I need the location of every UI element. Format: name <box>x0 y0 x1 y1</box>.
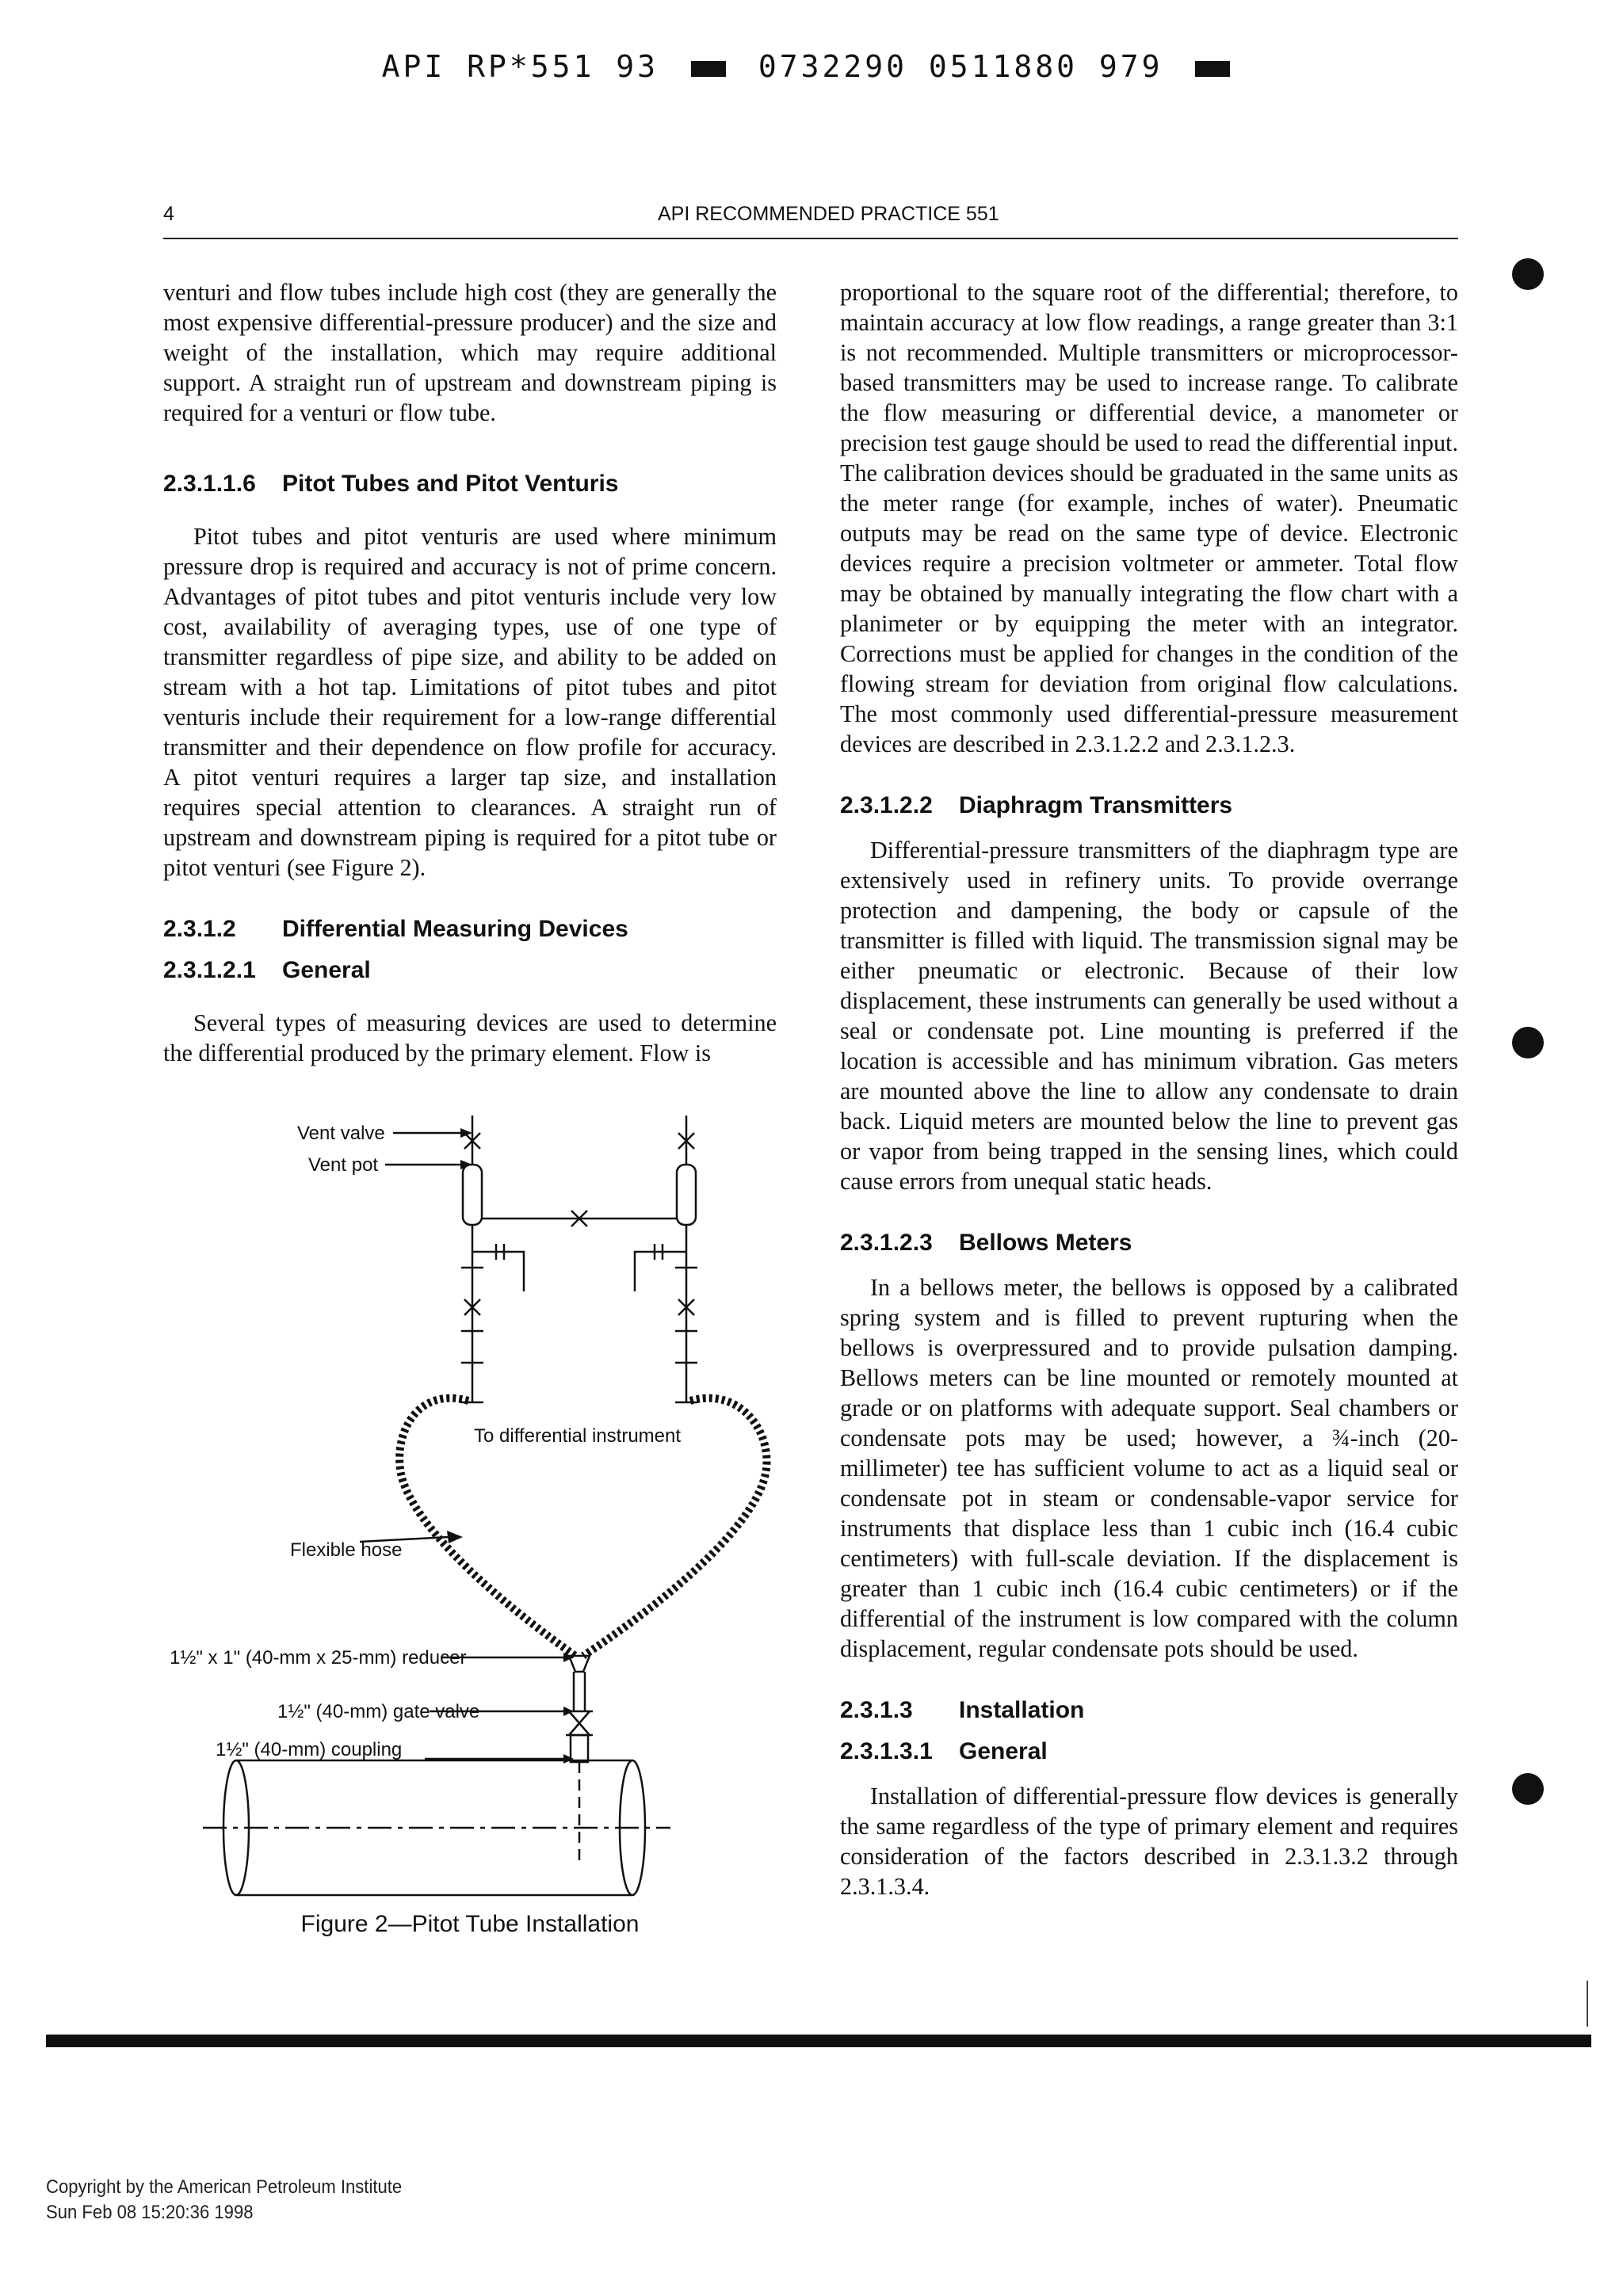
footer-line: Sun Feb 08 15:20:36 1998 <box>46 2202 254 2223</box>
section-number: 2.3.1.2 <box>163 916 236 942</box>
label-vent-pot: Vent pot <box>308 1154 379 1176</box>
paragraph: venturi and flow tubes include high cost (they are generally the most expensive differential-pressure producer) and the size and weight of the installation, which may require additional support. A straight run of upstream and downstream piping is required for a venturi or flow tube. <box>163 279 777 426</box>
bottom-rule-bar <box>46 2035 1591 2047</box>
figure-caption: Figure 2—Pitot Tube Installation <box>300 1911 640 1937</box>
section-title: General <box>282 957 371 983</box>
section-number: 2.3.1.2.1 <box>163 957 256 983</box>
label-reducer: 1½" x 1" (40-mm x 25-mm) reducer <box>170 1647 467 1669</box>
section-title: General <box>959 1738 1048 1764</box>
section-title: Bellows Meters <box>959 1230 1132 1256</box>
footer-line: Copyright by the American Petroleum Institute <box>46 2176 403 2198</box>
header-rule <box>163 238 1458 239</box>
scan-header-middle: 0732290 0511880 979 <box>758 49 1163 84</box>
figure-pitot-tube-installation <box>163 1101 777 1973</box>
section-heading <box>163 914 777 944</box>
page-number: 4 <box>163 203 174 225</box>
section-title: Diaphragm Transmitters <box>959 792 1233 818</box>
section-heading <box>840 1228 1458 1258</box>
paragraph: Several types of measuring devices are used to determine the differential produced by the primary element. Flow is <box>163 1009 777 1066</box>
section-heading <box>840 1695 1458 1726</box>
punch-hole-mark <box>1512 258 1544 290</box>
running-head: API RECOMMENDED PRACTICE 551 <box>658 203 999 225</box>
label-vent-valve: Vent valve <box>297 1123 385 1144</box>
left-column <box>163 277 777 1068</box>
section-title: Installation <box>959 1697 1085 1723</box>
scan-block-mark <box>1195 61 1230 77</box>
paragraph: Installation of differential-pressure flow devices is generally the same regardless of the type of primary element and requires consideration of the factors described in 2.3.1.3.2 through 2.3.1.3.4. <box>840 1783 1458 1900</box>
section-heading <box>840 791 1458 821</box>
label-coupling: 1½" (40-mm) coupling <box>216 1739 403 1760</box>
paragraph: proportional to the square root of the differential; therefore, to maintain accuracy at low flow readings, a range greater than 3:1 is not recommended. Multiple transmitters or microprocessor-based transmitters may be used to increase range. To calibrate the flow measuring or differential device, a manometer or precision test gauge should be used to read the differential input. The calibration devices should be graduated in the same units as the meter range (for example, inches of water). Pneumatic outputs may be read on the same type of device. Electronic devices require a precision voltmeter or ammeter. Total flow may be obtained by manually integrating the flow chart with a planimeter or by equipping the meter with an integrator. Corrections must be applied for changes in the condition of the flowing stream for deviation from original flow calculations. The most commonly used differential-pressure measurement devices are described in 2.3.1.2.2 and 2.3.1.2.3. <box>840 279 1458 757</box>
punch-hole-mark <box>1512 1773 1544 1805</box>
label-gate-valve: 1½" (40-mm) gate valve <box>277 1701 480 1722</box>
copyright-footer <box>46 2175 402 2225</box>
paragraph: Pitot tubes and pitot venturis are used where minimum pressure drop is required and accuracy is not of prime concern. Advantages of pitot tubes and pitot venturis include very low cost, availability of averaging types, use of one type of transmitter regardless of pipe size, and ability to be added on stream with a hot tap. Limitations of pitot tubes and pitot venturis include their requirement for a low-range differential transmitter and their dependence on flow profile for accuracy. A pitot venturi requires a larger tap size, and installation requires special attention to clearances. A straight run of upstream and downstream piping is required for a pitot tube or pitot venturi (see Figure 2). <box>163 523 777 881</box>
section-title: Differential Measuring Devices <box>282 916 628 942</box>
section-number: 2.3.1.3.1 <box>840 1738 933 1764</box>
section-number: 2.3.1.1.6 <box>163 471 256 497</box>
right-column <box>840 277 1458 1901</box>
section-number: 2.3.1.2.2 <box>840 792 933 818</box>
scan-header-left: API RP*551 93 <box>381 49 659 84</box>
section-title: Pitot Tubes and Pitot Venturis <box>282 471 619 497</box>
punch-hole-mark <box>1512 1027 1544 1058</box>
label-to-differential-instrument: To differential instrument <box>474 1425 682 1447</box>
paragraph: In a bellows meter, the bellows is opposed by a calibrated spring system and is filled to prevent rupturing when the bellows is overpressured and to provide pulsation damping. Bellows meters can be line mounted or remotely mounted at grade or on platforms with adequate support. Seal chambers or condensate pots may be used; however, a ¾-inch (20-millimeter) tee has sufficient volume to act as a liquid seal or condensate pot in steam or condensable-vapor service for instruments that displace less than 1 cubic inch (16.4 cubic centimeters) with full-scale deviation. If the displacement is greater than 1 cubic inch (16.4 cubic centimeters) or if the differential of the instrument is low compared with the column displacement, regular condensate pots should be used. <box>840 1274 1458 1662</box>
section-number: 2.3.1.3 <box>840 1697 913 1723</box>
section-heading <box>163 955 777 986</box>
section-heading <box>840 1737 1458 1767</box>
scan-edge-mark <box>1587 1981 1588 2027</box>
section-number: 2.3.1.2.3 <box>840 1230 933 1256</box>
scan-header <box>0 49 1623 84</box>
label-flexible-hose: Flexible hose <box>290 1539 403 1561</box>
paragraph: Differential-pressure transmitters of the diaphragm type are extensively used in refinery units. To provide overrange protection and dampening, the body or capsule of the transmitter is filled with liquid. The transmission signal may be either pneumatic or electronic. Because of their low displacement, these instruments can generally be used without a seal or condensate pot. Line mounting is preferred if the location is accessible and has minimum vibration. Gas meters are mounted above the line to allow any condensate to drain back. Liquid meters are mounted below the line to prevent gas or vapor from being trapped in the sensing lines, which could cause errors from unequal static heads. <box>840 837 1458 1195</box>
section-heading <box>163 469 777 499</box>
scan-block-mark <box>691 61 726 77</box>
